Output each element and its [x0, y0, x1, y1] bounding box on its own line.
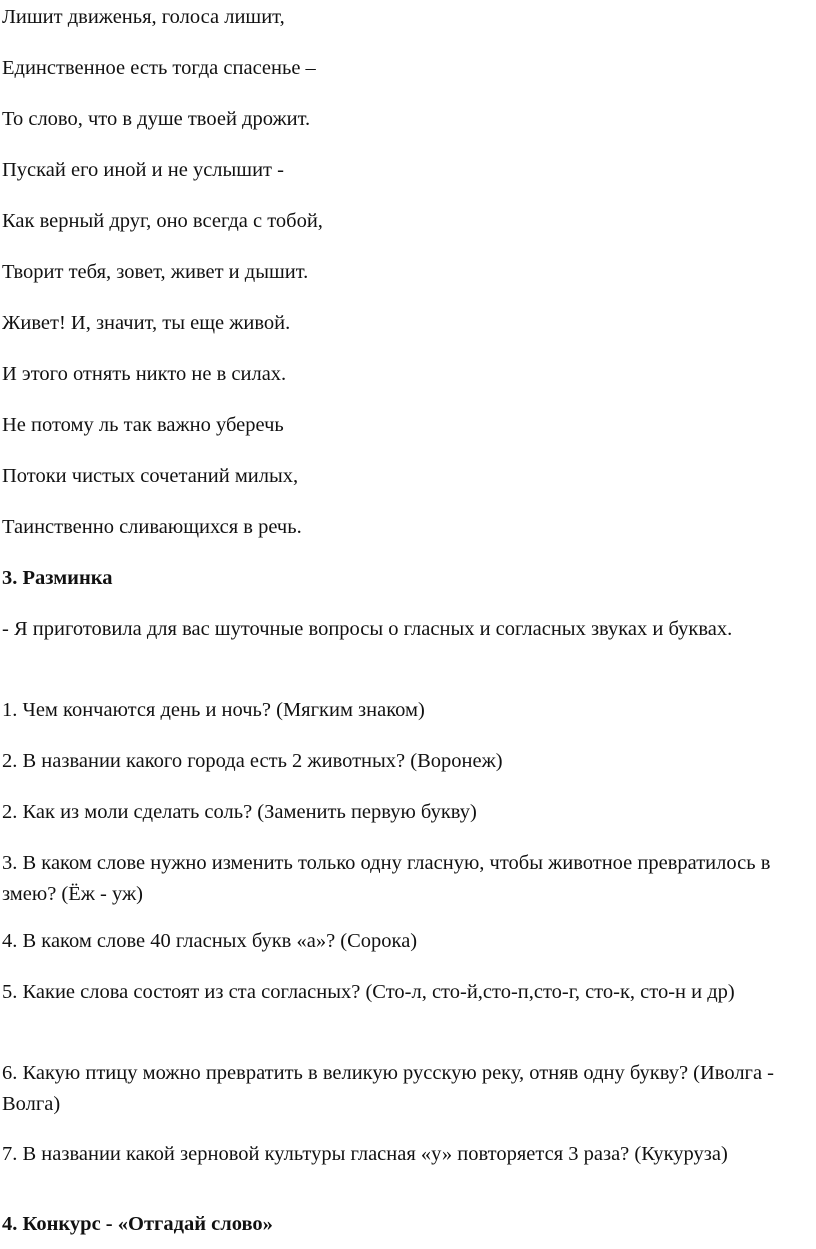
question-item: 4. В каком слове 40 гласных букв «а»? (Сорока) — [2, 930, 418, 952]
poem-line: Потоки чистых сочетаний милых, — [2, 465, 299, 487]
poem-line: Как верный друг, оно всегда с тобой, — [2, 210, 323, 232]
poem-line: Не потому ль так важно уберечь — [2, 414, 284, 436]
poem-line: То слово, что в душе твоей дрожит. — [2, 108, 311, 130]
question-item: 2. Как из моли сделать соль? (Заменить первую букву) — [2, 801, 477, 823]
question-item: 1. Чем кончаются день и ночь? (Мягким знаком) — [2, 699, 425, 721]
question-item: 6. Какую птицу можно превратить в великую русскую реку, отняв одну букву? (Иволга - Волга) — [2, 1062, 775, 1115]
poem-line: Единственное есть тогда спасенье – — [2, 57, 316, 79]
question-item: 2. В названии какого города есть 2 животных? (Воронеж) — [2, 750, 503, 772]
poem-line: Лишит движенья, голоса лишит, — [2, 6, 285, 28]
poem-line: Пускай его иной и не услышит - — [2, 159, 284, 181]
poem-line: Творит тебя, зовет, живет и дышит. — [2, 261, 309, 283]
question-item: 7. В названии какой зерновой культуры гласная «у» повторяется 3 раза? (Кукуруза) — [2, 1143, 728, 1165]
question-item: 5. Какие слова состоят из ста согласных? (Сто-л, сто-й,сто-п,сто-г, сто-к, сто-н и др) — [2, 981, 735, 1003]
question-item: 3. В каком слове нужно изменить только одну гласную, чтобы животное превратилось в змею? (Ёж - уж) — [2, 852, 771, 905]
intro-paragraph: - Я приготовила для вас шуточные вопросы о гласных и согласных звуках и буквах. — [2, 618, 733, 640]
poem-line: И этого отнять никто не в силах. — [2, 363, 287, 385]
section-heading: 3. Разминка — [2, 567, 113, 589]
poem-line: Живет! И, значит, ты еще живой. — [2, 312, 291, 334]
section-heading: 4. Конкурс - «Отгадай слово» — [2, 1213, 273, 1235]
poem-line: Таинственно сливающихся в речь. — [2, 516, 302, 538]
